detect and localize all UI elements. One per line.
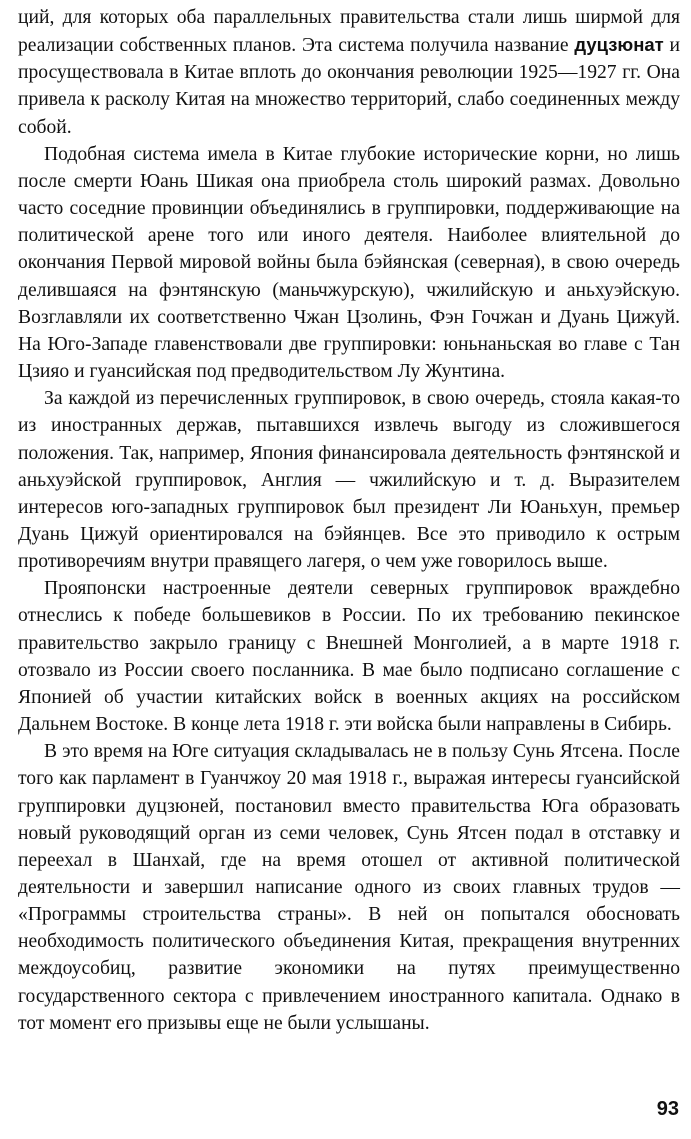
- paragraph: За каждой из перечисленных группировок, в свою очередь, стояла какая-то из иностранных держав, пытавшихся извлечь выгоду из сложившегося положения. Так, например, Япония финансировала деятельность фэнтянской и аньхуэйской группировок, Англия — чжилийскую и т. д. Выразителем интересов юго-западных группировок был президент Ли Юаньхун, премьер Дуань Цижуй ориентировался на бэйянцев. Все это приводило к острым противоречиям внутри правящего лагеря, о чем уже говорилось выше.: [18, 388, 680, 573]
- page-number: 93: [656, 1098, 679, 1120]
- paragraph-text: ций, для которых оба параллельных правительства стали лишь ширмой для реализации собственных планов. Эта система получила название: [18, 7, 680, 57]
- paragraph: Прояпонски настроенные деятели северных группировок враждебно отнеслись к победе большевиков в России. По их требованию пекинское правительство закрыло границу с Внешней Монголией, а в марте 1918 г. отозвало из России своего посланника. В мае было подписано соглашение с Японией об участии китайских войск в военных акциях на российском Дальнем Востоке. В конце лета 1918 г. эти войска были направлены в Сибирь.: [18, 578, 680, 736]
- page-body: [18, 4, 680, 1037]
- paragraph-text: и просуществовала в Китае вплоть до окончания революции 1925—1927 гг. Она привела к расколу Китая на множество территорий, слабо соединенных между собой.: [18, 35, 681, 138]
- paragraph-continuation: [18, 4, 680, 141]
- term-highlight: дуцзюнат: [574, 34, 664, 56]
- paragraph: В это время на Юге ситуация складывалась не в пользу Сунь Ятсена. После того как парламент в Гуанчжоу 20 мая 1918 г., выражая интересы гуансийской группировки дуцзюней, постановил вместо правительства Юга образовать новый руководящий орган из семи человек, Сунь Ятсен подал в отставку и переехал в Шанхай, где на время отошел от активной политической деятельности и завершил написание одного из своих главных трудов — «Программы строительства страны». В ней он попытался обосновать необходимость политического объединения Китая, прекращения внутренних междоусобиц, развитие экономики на путях преимущественно государственного сектора с привлечением иностранного капитала. Однако в тот момент его призывы еще не были услышаны.: [18, 741, 680, 1034]
- paragraph: Подобная система имела в Китае глубокие исторические корни, но лишь после смерти Юань Шикая она приобрела столь широкий размах. Довольно часто соседние провинции объединялись в группировки, поддерживающие на политической арене того или иного деятеля. Наиболее влиятельной до окончания Первой мировой войны была бэйянская (северная), в свою очередь делившаяся на фэнтянскую (маньчжурскую), чжилийскую и аньхуэйскую. Возглавляли их соответственно Чжан Цзолинь, Фэн Гочжан и Дуань Цижуй. На Юго-Западе главенствовали две группировки: юньнаньская во главе с Тан Цзияо и гуансийская под предводительством Лу Жунтина.: [18, 143, 680, 383]
